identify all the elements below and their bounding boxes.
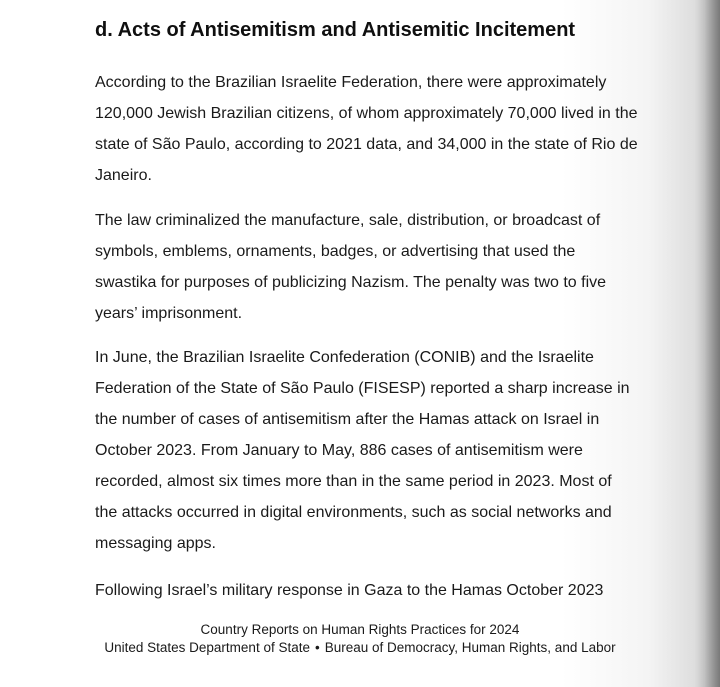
paragraph-line: state of São Paulo, according to 2021 data, and 34,000 in the state of Rio de [95, 136, 638, 153]
paragraph-line: the attacks occurred in digital environments, such as social networks and [95, 504, 612, 521]
paragraph-gaza-response [95, 575, 603, 606]
paragraph-line: the number of cases of antisemitism after the Hamas attack on Israel in [95, 411, 600, 428]
paragraph-line: recorded, almost six times more than in the same period in 2023. Most of [95, 473, 612, 490]
paragraph-line: Janeiro. [95, 167, 152, 184]
paragraph-line: 120,000 Jewish Brazilian citizens, of whom approximately 70,000 lived in the [95, 105, 638, 122]
paragraph-line: In June, the Brazilian Israelite Confederation (CONIB) and the Israelite [95, 349, 594, 366]
section-heading: d. Acts of Antisemitism and Antisemitic Incitement [95, 19, 576, 41]
footer-report-title-text: Country Reports on Human Rights Practices for 2024 [200, 622, 520, 637]
paragraph-line: October 2023. From January to May, 886 cases of antisemitism were [95, 442, 583, 459]
paragraph-jewish-population [95, 67, 638, 191]
paragraph-line: swastika for purposes of publicizing Nazism. The penalty was two to five [95, 274, 607, 291]
page-edge-shadow [694, 0, 720, 687]
paragraph-line: Federation of the State of São Paulo (FISESP) reported a sharp increase in [95, 380, 630, 397]
footer-department: United States Department of State [104, 640, 310, 655]
footer-bureau: Bureau of Democracy, Human Rights, and Labor [324, 640, 616, 655]
paragraph-line: The law criminalized the manufacture, sale, distribution, or broadcast of [95, 212, 601, 229]
paragraph-line: Following Israel’s military response in Gaza to the Hamas October 2023 [95, 582, 604, 599]
footer-department-text [0, 638, 720, 657]
paragraph-line: years’ imprisonment. [95, 305, 243, 322]
paragraph-line: symbols, emblems, ornaments, badges, or advertising that used the [95, 243, 576, 260]
footer-separator: • [314, 640, 320, 655]
paragraph-line: messaging apps. [95, 535, 216, 552]
paragraph-line: According to the Brazilian Israelite Federation, there were approximately [95, 74, 607, 91]
paragraph-swastika-law [95, 205, 606, 329]
paragraph-conib-report [95, 342, 630, 559]
